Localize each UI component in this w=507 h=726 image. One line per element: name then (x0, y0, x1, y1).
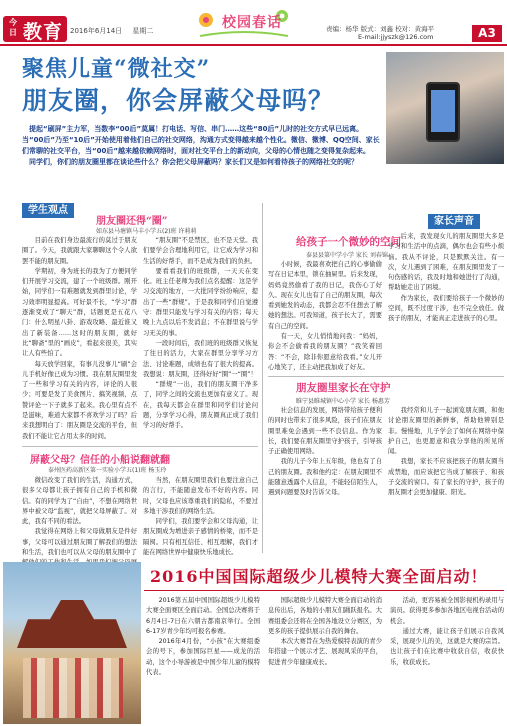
paragraph: “群规”一出，我们的朋友圈干净多了，同学之间的交流也更加有意义了。现在，我每天都会在群里和同学们讨论问题，分享学习心得，朋友圈真正成了我们学习的好帮手。 (143, 381, 258, 430)
paragraph: 我的儿子今年上五年级，他也有了自己的朋友圈。我和他约定：在朋友圈里不能随意透露个人信息，不能轻信陌生人，遇到问题要及时告诉父母。 (268, 458, 382, 497)
contact-email: E-mail:jjyszk@126.com (358, 33, 434, 41)
intro-text-1: 提起“刷屏”主力军，当数李“00后”莫属！打电话、写信、串门……这些“80后”儿时的社交方式早已远离。当“00后”乃至“10后”开始使用着他们自己的社交网络，沟通方式变得越来越个性化。微信、微博、QQ空间、家长们常聊的社交平台，当“00后”越来越依赖网络时，面对社交平台上的新动向，父母的心情也随之变得复杂起来。 (22, 125, 380, 155)
header-rule (0, 44, 507, 46)
paragraph: 有一天，女儿悄悄地问我：“妈妈，你会不会偷看我的朋友圈？”我笑着回答：“不会，除非你愿意给我看。”女儿开心地笑了，还主动把我加成了好友。 (268, 333, 382, 371)
paragraph: 2016年4月份，“小孩”在大赛组委会的号下，参加国际巨星——成龙的活动，这个小导游被是中国少年儿童的模特代表。 (146, 638, 260, 677)
paragraph: 一段时间后，我们班的班级群又恢复了往日的活力，大家在群里分享学习方法、讨论难题，成绩也有了很大的提高。我想说：朋友圈，还得好好“圈”一“圈”！ (143, 339, 258, 378)
intro-text-2: 同学们，你们的朋友圈里都在谈论些什么？你会把父母屏蔽吗？家长们又是如何看待孩子的网络社交的呢？ (29, 158, 358, 166)
ad-title-rule (144, 590, 504, 591)
article-circle-col2 (143, 236, 258, 442)
article-title-guard: 朋友圈里家长在守护 (296, 382, 391, 394)
paragraph: 后来，我发现女儿的朋友圈里大多是学习和生活中的点滴，偶尔也会有些小烦恼。我从不评论，只是默默关注。有一次，女儿遇到了困难，在朋友圈里发了一句伤感的话，我及时地和她进行了沟通，帮助她走出了困境。 (388, 233, 504, 292)
paragraph: 我想，家长不应该把孩子的朋友圈当成禁地，而应该把它当成了解孩子、和孩子交流的窗口。有了家长的守护，孩子的朋友圈才会更加健康、阳光。 (388, 458, 504, 497)
lead-photo-phone (386, 52, 504, 164)
byline-block-parents: 泰州医药高新区第一实验小学五(1)班 杨玉玲 (48, 467, 167, 474)
paragraph: 作为家长，我们要给孩子一个微妙的空间，既不过度干涉，也不完全放任。做孩子的朋友，才能真正走进孩子的心里。 (388, 294, 504, 323)
paragraph: 微信改变了我们的生活，沟通方式，很多父母都让孩子拥有自己的手机和微信。有的同学为了“自由”，不想在网络世界中被父母“监视”，就把父母屏蔽了。对此，我有不同的看法。 (22, 477, 137, 526)
paragraph: 本次大赛旨在为热爱模特表演的青少年搭建一个展示才艺、展现风采的平台，促进青少年健康成长。 (268, 638, 382, 666)
issue-date-line (70, 26, 161, 36)
paragraph: 同学们，我们要学会和父母沟通，让朋友圈成为增进亲子感情的桥梁，而不是隔阂。只有相互信任、相互理解，我们才能在网络世界中健康快乐地成长。 (143, 518, 258, 557)
article-guard-col1 (268, 406, 382, 552)
article-title-space: 给孩子一个微妙的空间 (296, 236, 401, 248)
editor-credits: 责编：杨华 版式：刘鑫 校对：黄海平 (326, 25, 435, 33)
article-title-circle: 朋友圈还得“圈” (96, 216, 168, 227)
byline-space: 泰县县第中学小学 家长 刘春锦 (306, 252, 388, 259)
article-circle-col1 (22, 236, 137, 442)
article-title-block-parents: 屏蔽父母？信任的小船说翻就翻 (30, 455, 170, 466)
ad-col2 (268, 596, 382, 724)
byline-guard: 睢宁县睢城镇中心小学 家长 杨惠芳 (296, 398, 390, 405)
main-headline-line1: 聚焦儿童“微社交” (22, 56, 211, 82)
paragraph: 我经常和儿子一起浏览朋友圈，和他讨论朋友圈里的新鲜事，帮助他辨别是非。慢慢地，儿子学会了如何在网络中保护自己，也更愿意和我分享他的所见所闻。 (388, 407, 504, 456)
ad-title: 2016中国国际超级少儿模特大赛全面启动！ (150, 567, 488, 586)
paragraph: 2016第五届中国国际超级少儿模特大赛全面赛区全面启动。全国总决赛将于6月4日-7日在六朝古都南京举行。全国6-17岁青少年均可报名参赛。 (146, 597, 260, 635)
divider (268, 376, 504, 377)
article-space-col2 (388, 232, 504, 372)
logo-section-name: 教育 (23, 21, 64, 43)
byline-circle: 如东县马塘镇马丰小学五(2)班 许莉莉 (96, 228, 197, 235)
paragraph: “朋友圈”不是禁区，也不是天堂。我们要学会合理地利用它，让它成为学习和生活的好帮手，而不是成为我们的负担。 (143, 237, 258, 265)
paragraph: 目前在我们身边最流行的莫过于朋友圈了。今天，我就跟大家聊聊这个令人欲罢不能的朋友圈。 (22, 237, 137, 265)
paragraph: 我觉得在网络上和父母做朋友是件好事，父母可以通过朋友圈了解我们的想法和生活，我们也可以从父母的朋友圈中了 (22, 528, 137, 557)
paragraph: 当然，在朋友圈里我们也要注意自己的言行，不能随意发布不好的内容。同时，父母也应该尊重我们的隐私，不要过多地干涉我们的网络生活。 (143, 477, 258, 515)
section-label-parents: 家长声音 (428, 214, 480, 229)
page-number-badge: A3 (472, 25, 502, 42)
section-label-students: 学生观点 (22, 203, 74, 218)
article-guard-col2 (388, 406, 504, 552)
intro-paragraph (22, 124, 382, 168)
paragraph: 通过大赛，能让孩子们展示自我风采，展现少儿的美，这就是大赛的宗旨。也让孩子们在比赛中收获自信，收获快乐，收获成长。 (390, 627, 504, 666)
smartphone-icon (426, 82, 460, 142)
ad-col1 (146, 596, 260, 724)
article-block-col2 (143, 476, 258, 557)
issue-date: 2016年6月14日 (70, 27, 123, 35)
paragraph: 国际超级少儿模特大赛全面启动的消息传出后，各地的小朋友们踊跃报名。大赛组委会还将在全国各地设立分赛区，为更多的孩子提供展示自我的舞台。 (268, 597, 382, 635)
main-headline-line2: 朋友圈，你会屏蔽父母吗？ (22, 86, 335, 115)
paragraph: 要看看我们的班级群，一天天在变化。班主任老师为我们点名提醒：这是学习交流的地方，一大批同学纷纷响应，提出了一些“群规”。于是我和同学们自觉遵守：群里只能发与学习有关的内容；每天晚上九点以后不发消息；不在群里说与学习无关的事。 (143, 267, 258, 337)
divider (22, 446, 258, 447)
paragraph: 学期初，身为班长的我为了方便同学们开展学习交流，建了一个班级群。刚开始，同学们一有难题就发到群里讨论，学习效率明显提高。可好景不长，“学习”群逐渐变成了“聊天”群，话题更是五花八门：什么明星八卦、游戏攻略、最近谁又出了新装备……这时的朋友圈，就好比“聊斋”里的“画皮”，看起来很美，其实让人有些怕了。 (22, 267, 137, 358)
paragraph: 社会信息的发展，网络带给孩子便利的同时也带来了很多风险，孩子们在朋友圈里难免会遇到一些不良信息。作为家长，我们要在朋友圈里守护孩子，引导孩子正确使用网络。 (268, 407, 382, 456)
article-space-col1 (268, 260, 382, 372)
advertisement-model-contest (0, 556, 507, 726)
pagoda-icon (17, 600, 127, 648)
newspaper-logo (3, 16, 67, 42)
paragraph: 每天放学回家，有事儿没事儿“刷”会儿手机好像已成为习惯。我在朋友圈里发了一些和学习有关的内容，评论的人很少；可要是发了美食图片、搞笑视频，点赞评论一下子就多了起来。我心里有点不是滋味，难道大家都不喜欢学习了吗？后来我想明白了：朋友圈是交流的平台，但我们不能让它占用太多的时间。 (22, 360, 137, 440)
column-divider (262, 203, 263, 553)
child-models-image (23, 658, 123, 718)
ad-photo-kids (3, 562, 141, 724)
article-block-col1 (22, 476, 137, 557)
column-banner-title: 校园春话 (222, 15, 282, 31)
paragraph: 活动，更容易被全国影视机构录用与演员。获得更多参加各地区电视台活动的机会。 (390, 597, 504, 625)
logo-small-text: 今日 (9, 18, 17, 37)
paragraph: 小时候，我最喜欢把自己的心事偷偷写在日记本里，锁在抽屉里。后来发现，妈妈竟然偷看了我的日记，我伤心了好久。现在女儿也有了自己的朋友圈，每次看到她发的动态，我都会忍不住想去了解她的想法。可我知道，孩子长大了，需要有自己的空间。 (268, 261, 382, 330)
ad-col3 (390, 596, 504, 724)
page-header (0, 0, 507, 44)
issue-weekday: 星期二 (132, 27, 154, 35)
